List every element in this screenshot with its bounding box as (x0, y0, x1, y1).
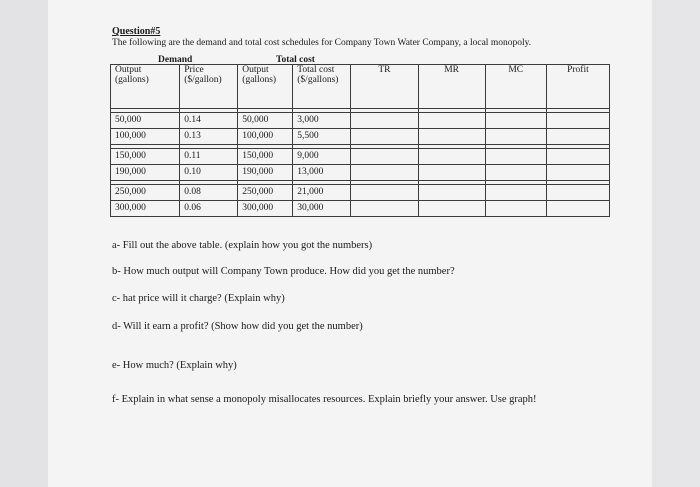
left-background (0, 0, 48, 487)
question-item-b: b- How much output will Company Town produce. How did you get the number? (112, 266, 455, 277)
cell-total-cost: 9,000 (293, 149, 351, 165)
cell-output: 150,000 (111, 149, 180, 165)
cell-price: 0.14 (180, 113, 238, 129)
cell-mc[interactable] (485, 129, 546, 145)
cell-mr[interactable] (418, 113, 485, 129)
cell-total-cost: 3,000 (293, 113, 351, 129)
question-item-a: a- Fill out the above table. (explain how you got the numbers) (112, 240, 373, 251)
table-row (111, 201, 610, 217)
cell-total-cost: 5,500 (293, 129, 351, 145)
cell-output: 190,000 (111, 165, 180, 181)
header-output-cost: Output (gallons) (238, 65, 293, 109)
cell-output: 100,000 (111, 129, 180, 145)
cell-tr[interactable] (351, 165, 418, 181)
cell-total-cost: 30,000 (293, 201, 351, 217)
cell-price: 0.11 (180, 149, 238, 165)
cell-mc[interactable] (485, 165, 546, 181)
question-heading: Question#5 (112, 26, 161, 37)
cell-total-cost: 13,000 (293, 165, 351, 181)
header-output-demand: Output (gallons) (111, 65, 180, 109)
cell-mc[interactable] (485, 113, 546, 129)
header-mr: MR (418, 65, 485, 109)
cell-output: 250,000 (111, 185, 180, 201)
cell-profit[interactable] (546, 129, 609, 145)
cell-tr[interactable] (351, 149, 418, 165)
header-tr: TR (351, 65, 418, 109)
cell-mc[interactable] (485, 201, 546, 217)
right-background (652, 0, 700, 487)
table-row (111, 165, 610, 181)
table-row (111, 149, 610, 165)
cell-price: 0.13 (180, 129, 238, 145)
cell-price: 0.10 (180, 165, 238, 181)
table-row (111, 129, 610, 145)
total-cost-group-label: Total cost (276, 55, 315, 65)
header-mc: MC (485, 65, 546, 109)
question-item-d: d- Will it earn a profit? (Show how did you get the number) (112, 321, 363, 332)
cell-output: 50,000 (111, 113, 180, 129)
cell-output: 300,000 (238, 201, 293, 217)
cell-price: 0.08 (180, 185, 238, 201)
cell-profit[interactable] (546, 201, 609, 217)
table-row (111, 185, 610, 201)
cell-mc[interactable] (485, 149, 546, 165)
cell-profit[interactable] (546, 113, 609, 129)
cell-output: 150,000 (238, 149, 293, 165)
header-price: Price ($/gallon) (180, 65, 238, 109)
schedule-table (110, 64, 610, 217)
question-intro: The following are the demand and total cost schedules for Company Town Water Company, a local monopoly. (112, 38, 532, 48)
cell-output: 250,000 (238, 185, 293, 201)
cell-profit[interactable] (546, 165, 609, 181)
question-item-c: c- hat price will it charge? (Explain why) (112, 293, 285, 304)
cell-mr[interactable] (418, 149, 485, 165)
cell-mr[interactable] (418, 185, 485, 201)
cell-mc[interactable] (485, 185, 546, 201)
cell-output: 100,000 (238, 129, 293, 145)
cell-profit[interactable] (546, 149, 609, 165)
question-item-e: e- How much? (Explain why) (112, 360, 237, 371)
cell-output: 300,000 (111, 201, 180, 217)
header-profit: Profit (546, 65, 609, 109)
demand-group-label: Demand (158, 55, 193, 65)
cell-tr[interactable] (351, 185, 418, 201)
cell-output: 190,000 (238, 165, 293, 181)
cell-mr[interactable] (418, 165, 485, 181)
cell-mr[interactable] (418, 129, 485, 145)
cell-profit[interactable] (546, 185, 609, 201)
cell-output: 50,000 (238, 113, 293, 129)
cell-tr[interactable] (351, 129, 418, 145)
cell-mr[interactable] (418, 201, 485, 217)
header-total-cost: Total cost ($/gallons) (293, 65, 351, 109)
table-row (111, 113, 610, 129)
cell-tr[interactable] (351, 113, 418, 129)
question-item-f: f- Explain in what sense a monopoly misallocates resources. Explain briefly your answer. Use graph! (112, 394, 537, 405)
cell-total-cost: 21,000 (293, 185, 351, 201)
cell-tr[interactable] (351, 201, 418, 217)
header-row (111, 65, 610, 109)
cell-price: 0.06 (180, 201, 238, 217)
